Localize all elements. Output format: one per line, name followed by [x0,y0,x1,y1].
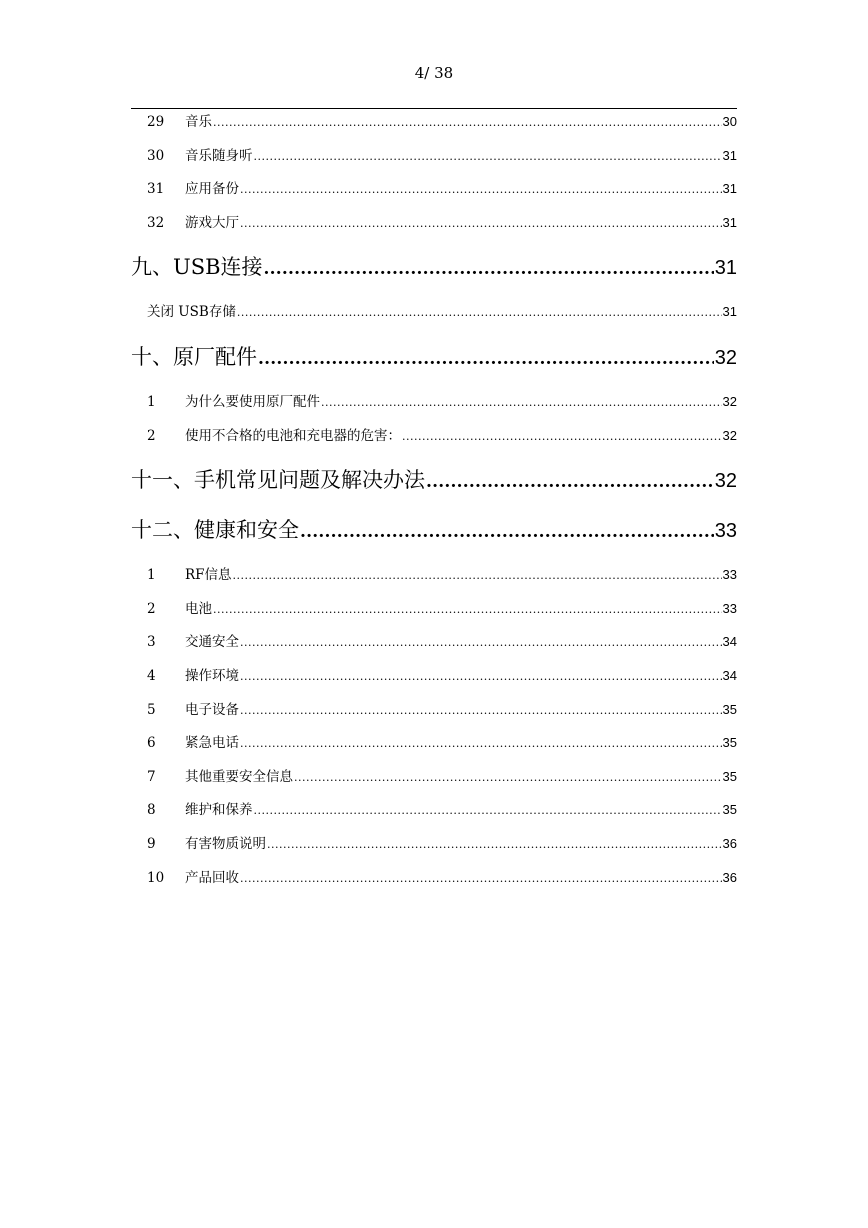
toc-entry-label: RF信息 [185,567,232,584]
toc-entry-app-backup[interactable] [131,172,737,206]
dot-leader [233,559,722,592]
toc-entry-emergency-call[interactable] [131,726,737,760]
toc-entry-recycling[interactable] [131,861,737,895]
toc-chapter-label: 十、原厂配件 [131,344,257,369]
toc-entry-number: 1 [147,567,156,584]
toc-entry-number: 31 [147,181,165,198]
toc-entry-label: 为什么要使用原厂配件 [185,393,320,410]
dot-leader [240,660,722,693]
toc-entry-electronic-devices[interactable] [131,693,737,727]
dot-leader [240,727,722,760]
toc-entry-page: 35 [722,802,737,818]
toc-entry-rf-info[interactable] [131,558,737,592]
dot-leader [213,106,722,139]
toc-entry-music-player[interactable] [131,139,737,173]
toc-chapter-page: 31 [714,257,737,280]
toc-entry-game-hall[interactable] [131,206,737,240]
dot-leader [402,420,722,453]
dot-leader [240,173,722,206]
toc-entry-maintenance[interactable] [131,793,737,827]
dot-leader [240,694,722,727]
toc-entry-page: 35 [722,701,737,717]
toc-entry-number: 3 [147,634,156,651]
toc-entry-page: 32 [722,393,737,409]
toc-chapter-usb[interactable] [131,245,737,289]
toc-entry-close-usb-storage[interactable] [131,295,737,329]
toc-chapter-faq[interactable] [131,458,737,502]
toc-chapter-label: 十二、健康和安全 [131,518,299,543]
toc-entry-number: 5 [147,701,156,718]
toc-entry-label: 电子设备 [185,701,239,718]
toc-entry-label: 其他重要安全信息 [185,768,293,785]
page-indicator: 4/ 38 [414,64,454,82]
toc-entry-label: 音乐随身听 [185,147,253,164]
toc-entry-number: 1 [147,393,156,410]
toc-chapter-label: 九、USB连接 [131,255,263,280]
table-of-contents [131,105,737,894]
toc-entry-number: 8 [147,802,156,819]
toc-entry-number: 2 [147,600,156,617]
toc-entry-page: 36 [722,869,737,885]
dot-leader [321,386,722,419]
dot-leader [267,828,722,861]
toc-entry-label: 应用备份 [185,181,239,198]
toc-entry-other-safety-info[interactable] [131,760,737,794]
toc-entry-page: 35 [722,735,737,751]
toc-entry-music[interactable] [131,105,737,139]
toc-entry-label: 电池 [185,600,212,617]
dot-leader [254,794,722,827]
toc-entry-battery[interactable] [131,592,737,626]
toc-chapter-accessories[interactable] [131,335,737,379]
toc-entry-why-original[interactable] [131,385,737,419]
toc-entry-number: 29 [147,114,165,130]
toc-entry-page: 35 [722,768,737,784]
dot-leader [213,593,722,626]
toc-entry-label: 紧急电话 [185,735,239,752]
toc-entry-page: 33 [722,600,737,616]
toc-entry-number: 30 [147,147,165,164]
toc-chapter-health-safety[interactable] [131,508,737,552]
dot-leader [264,247,714,289]
dot-leader [240,862,722,895]
dot-leader [254,140,722,173]
toc-entry-number: 10 [147,869,165,886]
dot-leader [240,626,722,659]
dot-leader [300,510,714,552]
toc-entry-page: 31 [722,214,737,230]
toc-chapter-page: 32 [714,470,737,493]
toc-entry-label: 游戏大厅 [185,214,239,231]
dot-leader [294,761,722,794]
toc-entry-page: 30 [722,114,737,129]
toc-entry-label: 操作环境 [185,667,239,684]
toc-entry-page: 31 [722,304,737,320]
dot-leader [426,460,714,502]
toc-entry-page: 36 [722,835,737,851]
toc-entry-number: 4 [147,667,156,684]
toc-chapter-page: 32 [714,346,737,369]
toc-entry-page: 31 [722,147,737,163]
toc-entry-number: 2 [147,427,156,444]
toc-entry-number: 9 [147,835,156,852]
dot-leader [240,207,722,240]
toc-entry-page: 32 [722,427,737,443]
toc-entry-substandard-hazards[interactable] [131,419,737,453]
toc-entry-label: 音乐 [185,114,212,130]
toc-entry-label: 交通安全 [185,634,239,651]
dot-leader [237,296,722,329]
toc-chapter-page: 33 [714,520,737,543]
toc-entry-page: 34 [722,667,737,683]
toc-entry-number: 6 [147,735,156,752]
toc-entry-page: 31 [722,181,737,197]
toc-entry-traffic-safety[interactable] [131,625,737,659]
dot-leader [258,337,714,379]
toc-chapter-label: 十一、手机常见问题及解决办法 [131,468,425,493]
toc-entry-number: 32 [147,214,165,231]
toc-entry-number: 7 [147,768,156,785]
toc-entry-label: 产品回收 [185,869,239,886]
toc-entry-hazardous-substances[interactable] [131,827,737,861]
toc-entry-page: 33 [722,567,737,583]
toc-entry-label: 关闭 USB存储 [147,304,236,321]
toc-entry-operating-environment[interactable] [131,659,737,693]
toc-entry-label: 使用不合格的电池和充电器的危害： [185,427,401,444]
toc-entry-label: 维护和保养 [185,802,253,819]
toc-entry-page: 34 [722,634,737,650]
toc-entry-label: 有害物质说明 [185,835,266,852]
